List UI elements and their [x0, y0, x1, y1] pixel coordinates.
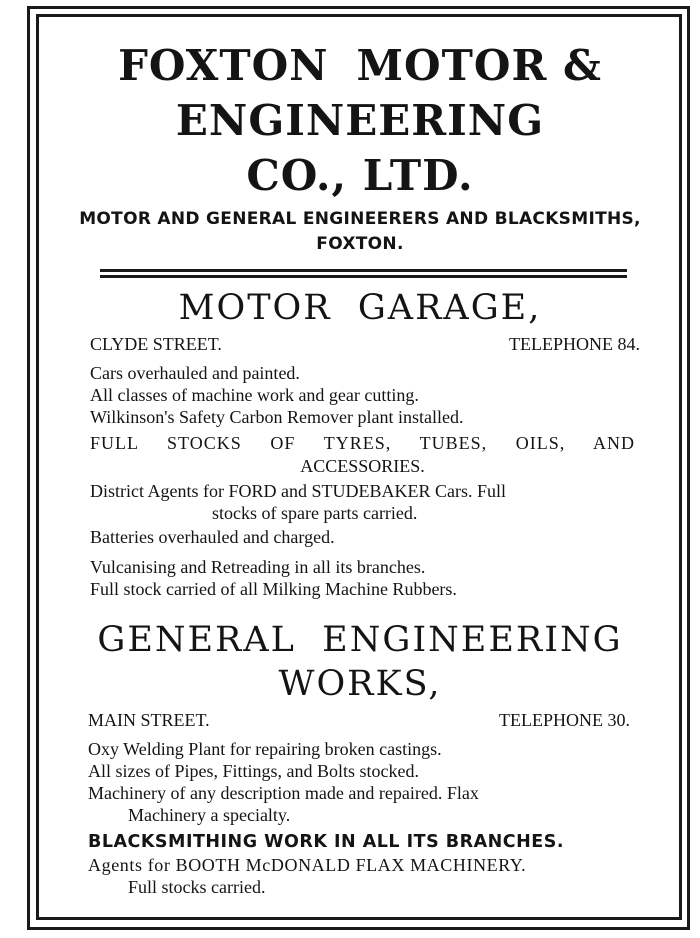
flax-continuation: Machinery a specialty.: [128, 805, 291, 825]
garage-address: CLYDE STREET.: [90, 334, 222, 354]
agents-notice: [50, 480, 670, 600]
works-telephone: TELEPHONE 30.: [499, 710, 630, 730]
booth-agents-line: Agents for BOOTH McDONALD FLAX MACHINERY.: [88, 855, 527, 875]
list-item: All classes of machine work and gear cutting.: [90, 385, 419, 405]
blacksmithing-line: BLACKSMITHING WORK IN ALL ITS BRANCHES.: [88, 832, 565, 852]
company-title-line1: [50, 38, 670, 93]
title-word-motor: MOTOR &: [356, 41, 602, 90]
list-item: All sizes of Pipes, Fittings, and Bolts stocked.: [88, 761, 419, 781]
engineering-works-section: [50, 618, 670, 898]
title-word-foxton: FOXTON: [118, 41, 329, 90]
company-subtitle-line2: FOXTON.: [316, 234, 404, 254]
milking-line: Full stock carried of all Milking Machine Rubbers.: [90, 579, 457, 599]
booth-continuation: Full stocks carried.: [128, 877, 266, 897]
list-item: Wilkinson's Safety Carbon Remover plant installed.: [90, 407, 464, 427]
stocks-line2: ACCESSORIES.: [300, 456, 425, 476]
agents-line2: stocks of spare parts carried.: [212, 503, 418, 523]
advertisement: [50, 30, 670, 898]
motor-garage-section: [50, 286, 670, 600]
engineering-works-heading-line1: GENERAL ENGINEERING: [97, 620, 623, 660]
garage-services-list: [50, 362, 670, 428]
garage-telephone: TELEPHONE 84.: [509, 334, 640, 354]
list-item: Oxy Welding Plant for repairing broken castings.: [88, 739, 442, 759]
batteries-line: Batteries overhauled and charged.: [90, 527, 335, 547]
works-services-list: [50, 738, 670, 898]
company-title-line2: ENGINEERING: [175, 96, 545, 145]
engineering-works-heading-line2: WORKS,: [278, 664, 442, 704]
works-address-row: [50, 708, 670, 732]
agents-line1: District Agents for FORD and STUDEBAKER Cars. Full: [90, 481, 506, 501]
company-subtitle-line1: MOTOR AND GENERAL ENGINEERERS AND BLACKSMITHS,: [79, 209, 641, 229]
garage-address-row: [50, 332, 670, 356]
list-item: Machinery of any description made and repaired. Flax: [88, 783, 479, 803]
motor-garage-heading: MOTOR GARAGE,: [178, 288, 542, 328]
company-header: [50, 38, 670, 257]
double-rule-divider: [100, 269, 627, 278]
vulcanising-line: Vulcanising and Retreading in all its branches.: [90, 557, 426, 577]
stocks-line1: FULL STOCKS OF TYRES, TUBES, OILS, AND: [90, 433, 635, 453]
list-item: Cars overhauled and painted.: [90, 363, 300, 383]
company-title-line3: CO., LTD.: [246, 151, 474, 200]
stocks-notice: [50, 432, 670, 477]
works-address: MAIN STREET.: [88, 710, 210, 730]
